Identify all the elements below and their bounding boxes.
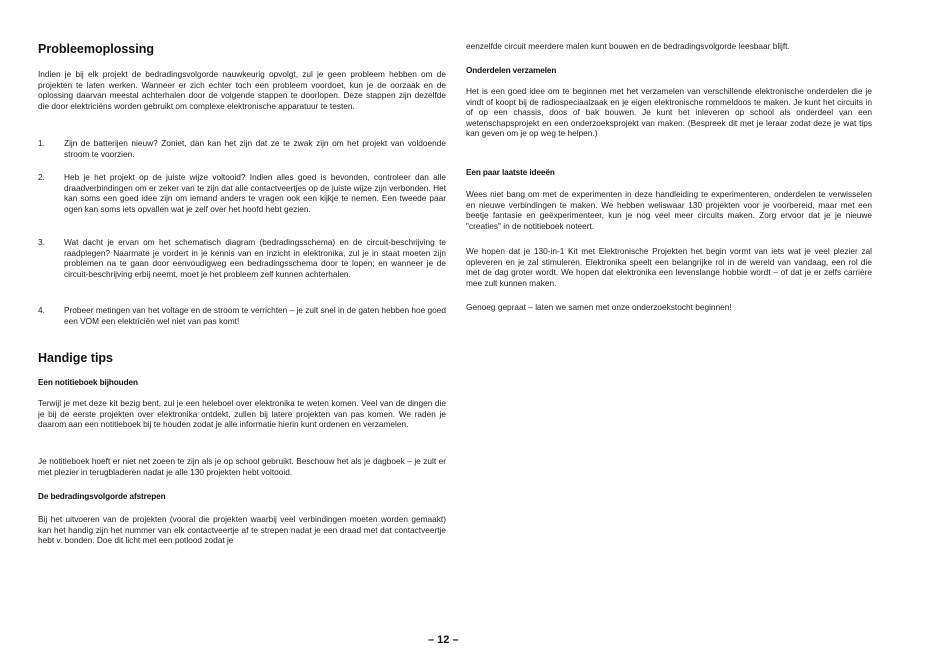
step-number: 2. xyxy=(38,172,45,182)
step-item xyxy=(38,237,446,279)
tips-paragraph-3: Bij het uitvoeren van de projekten (vooral die projekten waarbij veel verbindingen moeten worden gemaakt) kan het handig zijn het nummer van elk contactveertje af te strepen nadat je een draad met dat contactveertje hebt v. bonden. Doe dit licht met een potlood zodat je xyxy=(38,514,446,546)
subheading-laatste-ideeen: Een paar laatste ideeën xyxy=(466,168,555,177)
subheading-onderdelen: Onderdelen verzamelen xyxy=(466,66,557,75)
step-text: Wat dacht je ervan om het schematisch diagram (bedradingsschema) en de circuit-beschrijving te raadplegen? Naarmate je vordert in je kennis van en inzicht in elektronika, zul je in staat moeten zijn problemen na te gaan door eenvoudigweg een bedradingsschema door te lopen; en wanneer je de circuit-beschrijving erbij neemt, moet je het probleem zelf kunnen achterhalen. xyxy=(64,237,446,279)
ideeen-paragraph-3: Genoeg gepraat – laten we samen met onze onderzoekstocht beginnen! xyxy=(466,302,732,312)
onderdelen-paragraph: Het is een goed idee om te beginnen met het verzamelen van verschillende elektronische onderdelen die je vindt of koopt bij de radiospeciaalzaak en je eigen elektronische rommeldoos te maken. Je kunt het circuits in of op een chassis, doos of bak bouwen. Je kunt het inleveren op school als onderdeel van een wetenschapsprojekt en een onderzoeksprojekt van maken. (Bespreek dit met je leraar zodat deze je wat tips kan geven om je op weg te helpen.) xyxy=(466,86,872,139)
ideeen-paragraph-2: We hopen dat je 130-in-1 Kit met Elektronische Projekten het begin vormt van iets wat je veel plezier zal opleveren en je zal stimuleren. Elektronika speelt een belangrijke rol in de wereld van vandaag, een rol die met de dag groter wordt. We hopen dat elektronika een levenslange hobbie wordt – of dat je er zelfs carrière mee zult kunnen maken. xyxy=(466,246,872,288)
heading-probleemoplossing: Probleemoplossing xyxy=(38,42,154,56)
page-number: – 12 – xyxy=(428,634,459,646)
tips-paragraph-2: Je notitieboek hoeft er niet net zoeen te zijn als je op school gebruikt. Beschouw het als je dagboek – je zult er met plezier in terugbladeren nadat je alle 130 projekten hebt voltooid. xyxy=(38,456,446,477)
ideeen-paragraph-1: Wees niet bang om met de experimenten in deze handleiding te experimenteren, onderdelen te verwisselen en nieuwe verbindingen te maken. We hebben weliswaar 130 projekten voor je voorbereid, maar met een beetje fantasie en geëxperimenteer, kun je nog veel meer circuits maken. Zorg ervoor dat je je nieuwe "creaties" in de notitieboek noteert. xyxy=(466,189,872,231)
step-item xyxy=(38,305,446,326)
step-text: Probeer metingen van het voltage en de stroom te verrichten – je zult snel in de gaten hebben hoe goed een VOM een elektriciën wel niet van pas komt! xyxy=(64,305,446,326)
subheading-afstrepen: De bedradingsvolgorde afstrepen xyxy=(38,492,166,501)
subheading-notitieboek: Een notitieboek bijhouden xyxy=(38,378,138,387)
step-item xyxy=(38,138,446,159)
intro-paragraph: Indien je bij elk projekt de bedradingsvolgorde nauwkeurig opvolgt, zul je geen probleem hebben om de projekten te laten werken. Wanneer er zich echter toch een probleem voordoet, kun je de oorzaak en de oplossing daarvan meestal achterhalen door de volgende stappen te doorlopen. Deze stappen zijn dezelfde die door elektriciëns worden gebruikt om complexe elektronische apparatuur te testen. xyxy=(38,69,446,111)
continued-paragraph: eenzelfde circuit meerdere malen kunt bouwen en de bedradingsvolgorde leesbaar blijft. xyxy=(466,41,790,51)
tips-paragraph-1: Terwijl je met deze kit bezig bent, zul je een heleboel over elektronika te weten komen. Veel van de dingen die je bij de eerste projekten over elektronika ontdekt, zullen bij latere projekten van pas komen. We raden je daarom aan een notitieboek bij te houden zodat je alle informatie hierin kunt ordenen en verzamelen. xyxy=(38,398,446,430)
step-text: Heb je het projekt op de juiste wijze voltooid? Indien alles goed is bevonden, controleer dan alle draadverbindingen om er zeker van te zijn dat alle contactveertjes op de juiste wijze zijn verbonden. Het kan soms een goed idee zijn om iemand anders te vragen ook een kijkje te nemen. Een tweede paar ogen kan soms iets opvallen wat je zelf over het hoofd hebt gezien. xyxy=(64,172,446,214)
step-number: 1. xyxy=(38,138,45,148)
step-item xyxy=(38,172,446,214)
step-number: 4. xyxy=(38,305,45,315)
step-number: 3. xyxy=(38,237,45,247)
step-text: Zijn de batterijen nieuw? Zoniet, dan kan het zijn dat ze te zwak zijn om het projekt van voldoende stroom te voorzien. xyxy=(64,138,446,159)
heading-handige-tips: Handige tips xyxy=(38,351,114,365)
